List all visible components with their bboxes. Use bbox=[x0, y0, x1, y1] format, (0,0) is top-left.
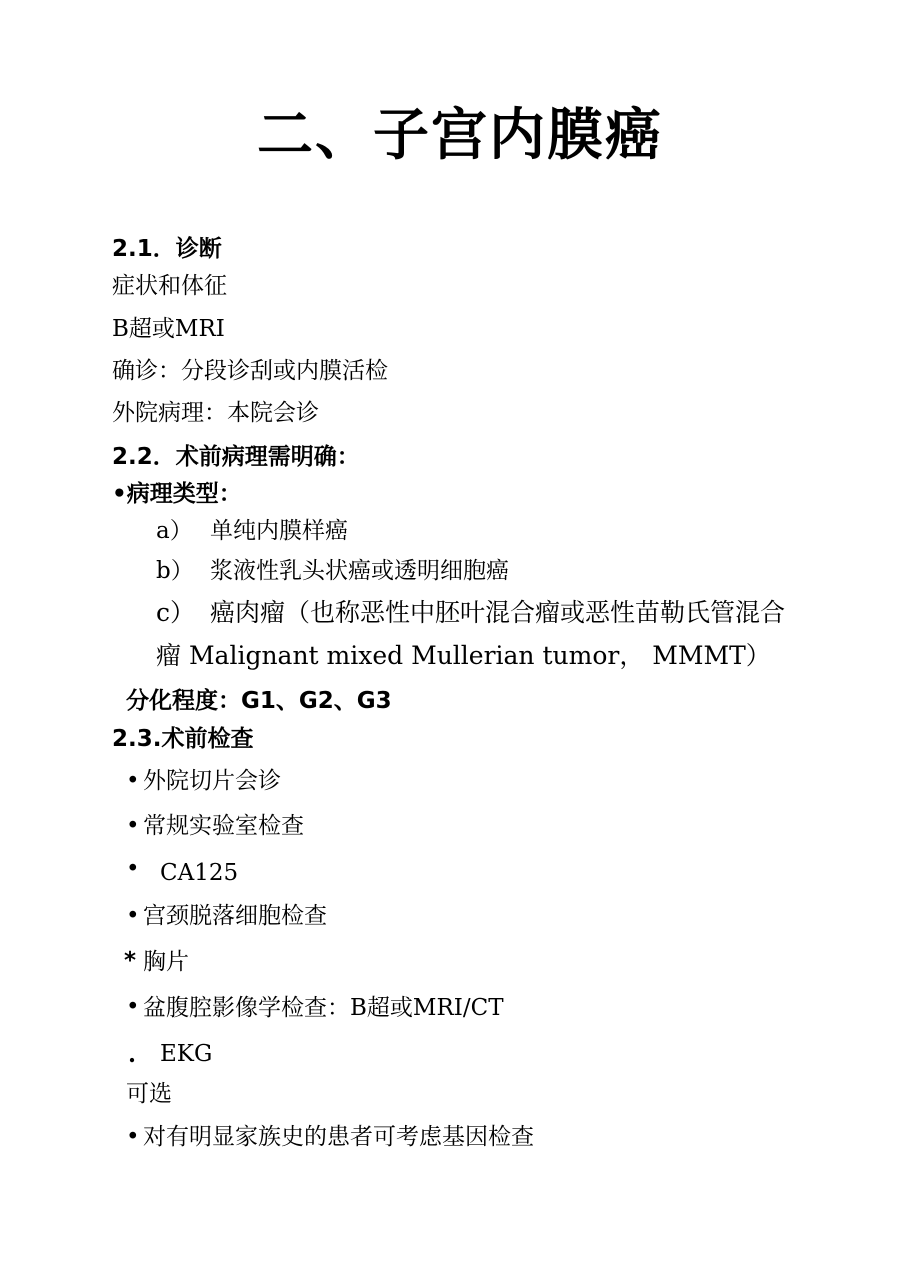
bullet-icon: • bbox=[126, 813, 140, 839]
diagnosis-item: 外院病理：本院会诊 bbox=[112, 400, 319, 426]
exam-item: 盆腹腔影像学检查：B超或MRI/CT bbox=[143, 995, 504, 1021]
optional-label: 可选 bbox=[126, 1081, 172, 1107]
page-title: 二、子宫内膜癌 bbox=[257, 103, 663, 168]
diagnosis-item: 确诊：分段诊刮或内膜活检 bbox=[112, 358, 388, 384]
section-heading-preop-exam: 2.3.术前检查 bbox=[112, 726, 254, 752]
bullet-icon: • bbox=[126, 768, 140, 794]
asterisk-icon: * bbox=[124, 948, 137, 974]
type-label: a） bbox=[156, 518, 193, 544]
pathology-type-heading: •病理类型： bbox=[112, 481, 242, 507]
exam-item: 胸片 bbox=[143, 949, 189, 975]
dot-icon: . bbox=[128, 1041, 137, 1068]
exam-item: 外院切片会诊 bbox=[143, 768, 281, 794]
type-text: 癌肉瘤（也称恶性中胚叶混合瘤或恶性苗勒氏管混合 bbox=[210, 598, 786, 627]
type-text: 浆液性乳头状癌或透明细胞癌 bbox=[210, 558, 509, 584]
exam-item: CA125 bbox=[160, 860, 239, 886]
type-label: b） bbox=[156, 558, 194, 584]
exam-item: EKG bbox=[160, 1041, 213, 1067]
exam-item: 宫颈脱落细胞检查 bbox=[143, 903, 327, 929]
bullet-icon: • bbox=[126, 994, 140, 1020]
section-heading-diagnosis: 2.1．诊断 bbox=[112, 236, 222, 262]
diagnosis-item: 症状和体征 bbox=[112, 273, 227, 299]
differentiation-grade: 分化程度：G1、G2、G3 bbox=[126, 688, 392, 714]
bullet-icon: • bbox=[126, 1124, 140, 1150]
bullet-icon: • bbox=[126, 856, 140, 882]
exam-item-optional: 对有明显家族史的患者可考虑基因检查 bbox=[143, 1124, 534, 1150]
type-text: 单纯内膜样癌 bbox=[210, 518, 348, 544]
bullet-icon: • bbox=[126, 903, 140, 929]
diagnosis-item: B超或MRI bbox=[112, 316, 225, 342]
type-label: c） bbox=[156, 598, 196, 627]
section-heading-pathology: 2.2．术前病理需明确： bbox=[112, 444, 360, 470]
type-text-continuation: 瘤 Malignant mixed Mullerian tumor， MMMT） bbox=[156, 641, 771, 670]
exam-item: 常规实验室检查 bbox=[143, 813, 304, 839]
